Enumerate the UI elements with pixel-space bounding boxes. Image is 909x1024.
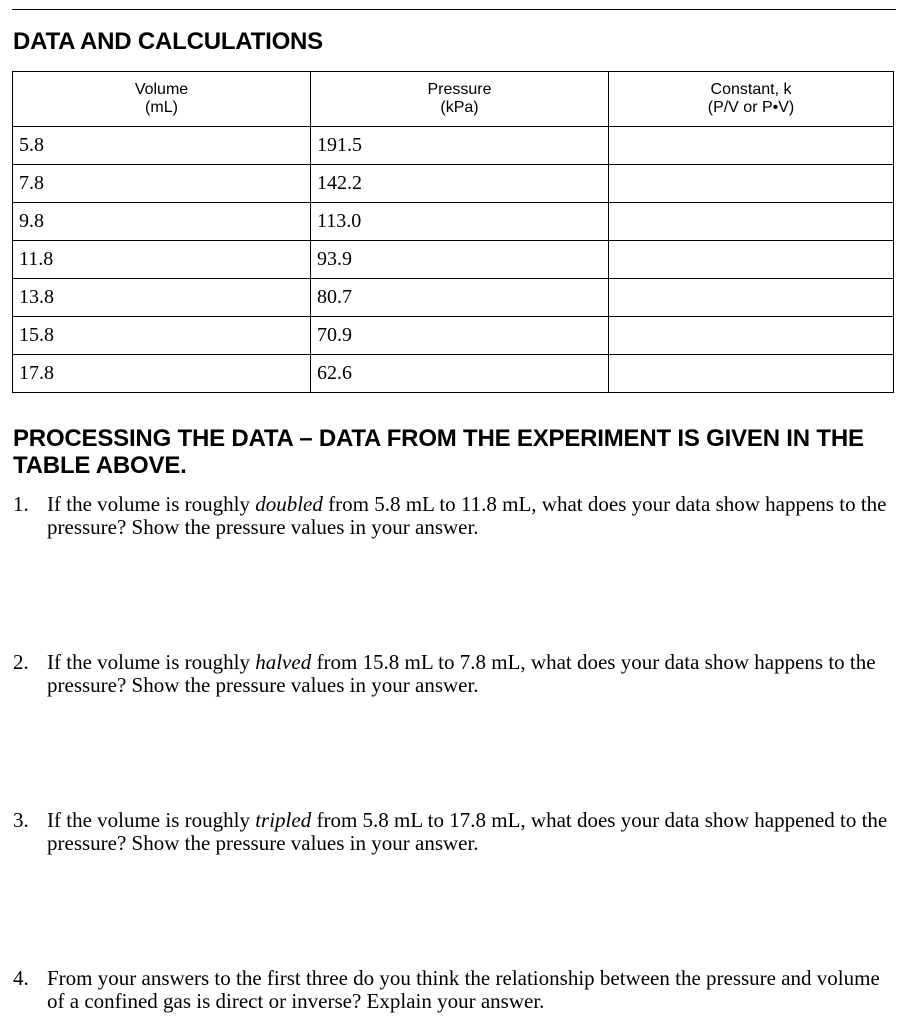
pressure-cell: 80.7 bbox=[311, 279, 609, 317]
volume-cell: 15.8 bbox=[13, 317, 311, 355]
table-row bbox=[13, 279, 894, 317]
pressure-cell: 191.5 bbox=[311, 127, 609, 165]
question-3 bbox=[13, 809, 893, 855]
question-text-post: from 5.8 mL to 17.8 mL, what does your data show happened to the pressure? Show the pressure values in your answer. bbox=[47, 808, 888, 855]
question-number: 1. bbox=[13, 492, 29, 516]
table-row bbox=[13, 127, 894, 165]
question-text bbox=[47, 967, 893, 1013]
question-2 bbox=[13, 651, 893, 697]
table-row bbox=[13, 241, 894, 279]
top-rule bbox=[12, 9, 896, 10]
question-text bbox=[47, 651, 893, 697]
constant-cell[interactable] bbox=[609, 127, 894, 165]
volume-cell: 9.8 bbox=[13, 203, 311, 241]
table-header-row bbox=[13, 72, 894, 127]
constant-cell[interactable] bbox=[609, 355, 894, 393]
question-emphasis: tripled bbox=[255, 808, 312, 832]
question-text-pre: From your answers to the first three do you think the relationship between the pressure and volume of a confined gas is direct or inverse? Explain your answer. bbox=[47, 966, 880, 1013]
header-volume bbox=[13, 72, 311, 127]
question-text-post: from 15.8 mL to 7.8 mL, what does your data show happens to the pressure? Show the pressure values in your answer. bbox=[47, 650, 876, 697]
header-pressure bbox=[311, 72, 609, 127]
pressure-cell: 113.0 bbox=[311, 203, 609, 241]
pressure-cell: 93.9 bbox=[311, 241, 609, 279]
table-row bbox=[13, 317, 894, 355]
data-table bbox=[12, 71, 894, 393]
header-constant-label: Constant, k bbox=[710, 81, 792, 98]
constant-cell[interactable] bbox=[609, 279, 894, 317]
volume-cell: 11.8 bbox=[13, 241, 311, 279]
question-text bbox=[47, 493, 893, 539]
pressure-cell: 70.9 bbox=[311, 317, 609, 355]
question-1 bbox=[13, 493, 893, 539]
question-number: 4. bbox=[13, 966, 29, 990]
question-4 bbox=[13, 967, 893, 1013]
pressure-cell: 142.2 bbox=[311, 165, 609, 203]
table-row bbox=[13, 355, 894, 393]
table-row bbox=[13, 165, 894, 203]
section-title: DATA AND CALCULATIONS bbox=[13, 28, 323, 55]
header-pressure-unit: (kPa) bbox=[440, 99, 479, 116]
volume-cell: 7.8 bbox=[13, 165, 311, 203]
header-volume-unit: (mL) bbox=[145, 99, 178, 116]
constant-cell[interactable] bbox=[609, 317, 894, 355]
question-text-pre: If the volume is roughly bbox=[47, 808, 256, 832]
question-text-pre: If the volume is roughly bbox=[47, 650, 256, 674]
volume-cell: 13.8 bbox=[13, 279, 311, 317]
header-constant-unit: (P/V or P•V) bbox=[707, 99, 795, 116]
question-number: 2. bbox=[13, 650, 29, 674]
question-text-post: from 5.8 mL to 11.8 mL, what does your data show happens to the pressure? Show the pressure values in your answer. bbox=[47, 492, 887, 539]
constant-cell[interactable] bbox=[609, 241, 894, 279]
header-constant bbox=[609, 72, 894, 127]
constant-cell[interactable] bbox=[609, 203, 894, 241]
constant-cell[interactable] bbox=[609, 165, 894, 203]
pressure-cell: 62.6 bbox=[311, 355, 609, 393]
header-pressure-label: Pressure bbox=[427, 81, 492, 98]
question-text bbox=[47, 809, 893, 855]
volume-cell: 5.8 bbox=[13, 127, 311, 165]
header-volume-label: Volume bbox=[134, 81, 189, 98]
question-text-pre: If the volume is roughly bbox=[47, 492, 256, 516]
processing-heading: PROCESSING THE DATA – DATA FROM THE EXPERIMENT IS GIVEN IN THE TABLE ABOVE. bbox=[13, 425, 864, 479]
question-number: 3. bbox=[13, 808, 29, 832]
question-emphasis: halved bbox=[255, 650, 312, 674]
table-row bbox=[13, 203, 894, 241]
volume-cell: 17.8 bbox=[13, 355, 311, 393]
question-emphasis: doubled bbox=[255, 492, 323, 516]
